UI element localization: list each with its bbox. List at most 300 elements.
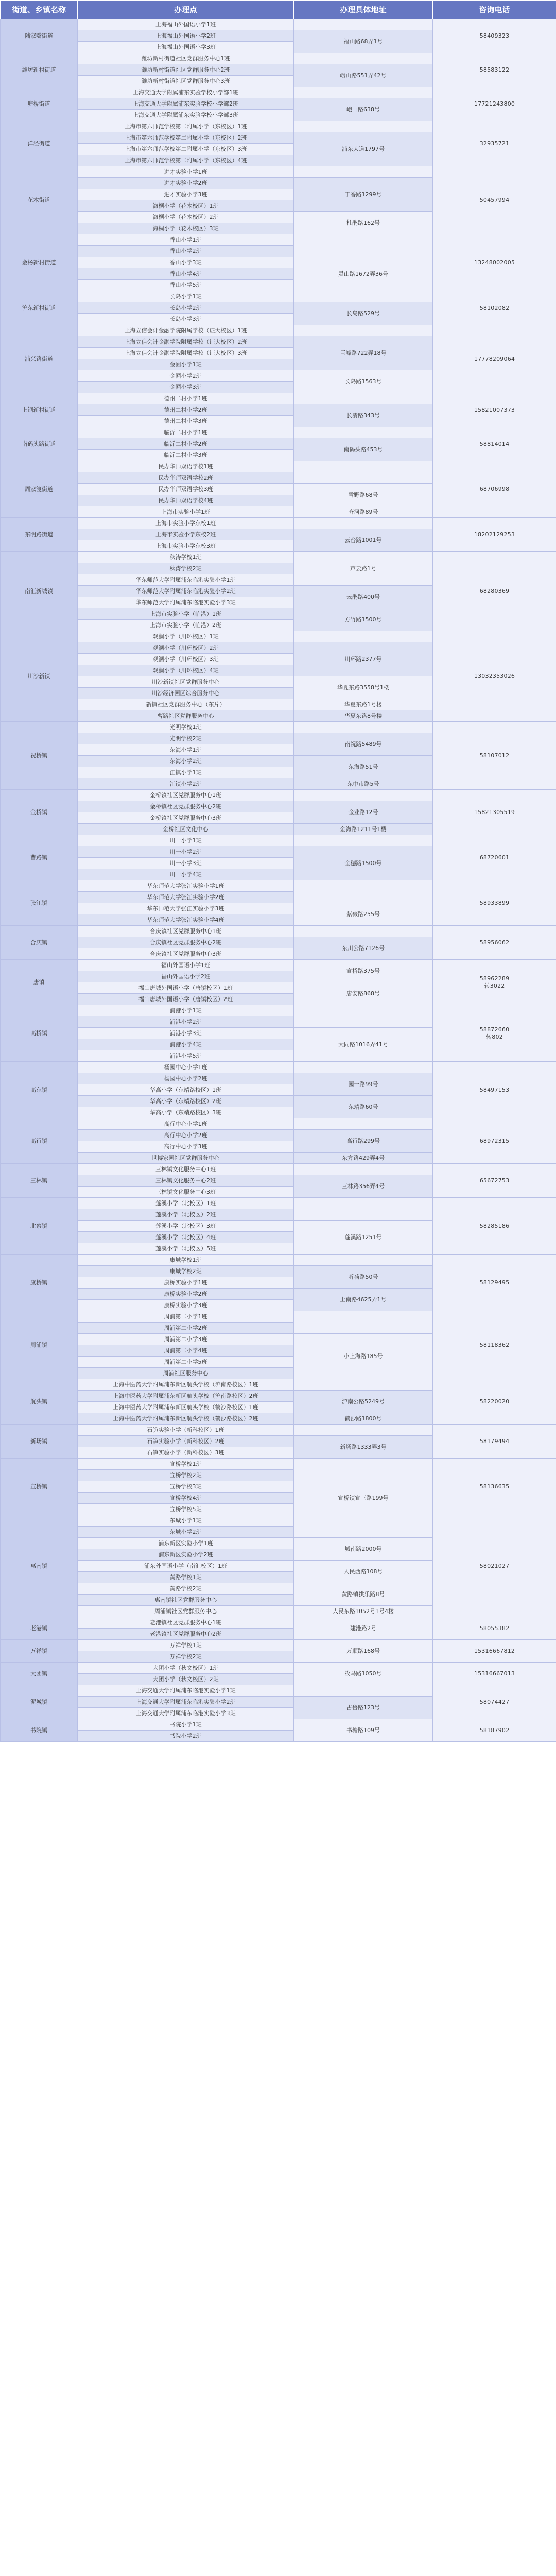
service-point-cell: 惠南镇社区党群服务中心 bbox=[78, 1595, 294, 1606]
service-point-cell: 秋涛学校2班 bbox=[78, 563, 294, 574]
service-point-cell: 上海市实验小学东校3班 bbox=[78, 540, 294, 552]
service-point-cell: 上海福山外国语小学1班 bbox=[78, 19, 294, 30]
service-point-cell: 浦东新区实验小学2班 bbox=[78, 1549, 294, 1561]
service-point-cell: 万祥学校2班 bbox=[78, 1651, 294, 1663]
service-point-cell: 观澜小学（川环校区）1班 bbox=[78, 631, 294, 642]
service-point-cell: 观澜小学（川环校区）3班 bbox=[78, 654, 294, 665]
address-cell bbox=[294, 427, 433, 438]
address-cell bbox=[294, 790, 433, 801]
address-cell: 峨山路638号 bbox=[294, 98, 433, 121]
table-row bbox=[1, 234, 556, 246]
table-row bbox=[1, 121, 556, 132]
service-point-cell: 福山外国语小学1班 bbox=[78, 960, 294, 971]
address-cell bbox=[294, 1459, 433, 1481]
table-row bbox=[1, 461, 556, 472]
street-name-cell: 北蔡镇 bbox=[1, 1198, 78, 1255]
service-point-cell: 莲溪小学（北校区）1班 bbox=[78, 1198, 294, 1209]
address-cell bbox=[294, 1198, 433, 1221]
service-point-cell: 川一小学3班 bbox=[78, 858, 294, 869]
address-cell: 南祝路5489号 bbox=[294, 733, 433, 756]
service-point-cell: 上海市实验小学东校1班 bbox=[78, 518, 294, 529]
street-name-cell: 潍坊新村街道 bbox=[1, 53, 78, 87]
service-point-cell: 华高小学（东靖路校区）3班 bbox=[78, 1107, 294, 1118]
phone-cell: 13032353026 bbox=[433, 631, 556, 722]
service-point-cell: 石笋实验小学（新科校区）1班 bbox=[78, 1425, 294, 1436]
phone-cell: 58021027 bbox=[433, 1515, 556, 1617]
address-cell: 灵山路1672弄36号 bbox=[294, 257, 433, 291]
service-point-cell: 金囿小学3班 bbox=[78, 382, 294, 393]
address-cell bbox=[294, 880, 433, 903]
phone-cell: 65672753 bbox=[433, 1164, 556, 1198]
address-cell: 华夏东路3558号1楼 bbox=[294, 676, 433, 699]
service-point-cell: 合庆镇社区党群服务中心3班 bbox=[78, 948, 294, 960]
address-cell: 云台路1001号 bbox=[294, 529, 433, 552]
service-point-cell: 老港镇社区党群服务中心2班 bbox=[78, 1629, 294, 1640]
address-cell bbox=[294, 234, 433, 257]
service-point-cell: 莲溪小学（北校区）3班 bbox=[78, 1221, 294, 1232]
address-cell: 长清路343号 bbox=[294, 404, 433, 427]
street-name-cell: 金桥镇 bbox=[1, 790, 78, 835]
service-point-cell: 临沂二村小学1班 bbox=[78, 427, 294, 438]
table-row bbox=[1, 1719, 556, 1731]
service-point-cell: 合庆镇社区党群服务中心2班 bbox=[78, 937, 294, 948]
address-cell: 东中市路5号 bbox=[294, 778, 433, 790]
street-name-cell: 南汇新城镇 bbox=[1, 552, 78, 631]
street-name-cell: 大团镇 bbox=[1, 1663, 78, 1685]
phone-cell: 58129495 bbox=[433, 1255, 556, 1311]
address-cell: 人民东路1052号1号4楼 bbox=[294, 1606, 433, 1617]
phone-cell: 58118362 bbox=[433, 1311, 556, 1379]
service-point-cell: 周浦第二小学3班 bbox=[78, 1334, 294, 1345]
service-point-cell: 潍坊新村街道社区党群服务中心1班 bbox=[78, 53, 294, 64]
address-cell: 华夏东路1号楼 bbox=[294, 699, 433, 710]
table-body bbox=[1, 19, 556, 1742]
service-point-cell: 华东师范大学附属浦东临港实验小学2班 bbox=[78, 586, 294, 597]
service-point-cell: 长岛小学3班 bbox=[78, 314, 294, 325]
service-point-cell: 海桐小学（花木校区）1班 bbox=[78, 200, 294, 212]
phone-cell: 68972315 bbox=[433, 1118, 556, 1164]
service-point-cell: 世博家园社区党群服务中心 bbox=[78, 1153, 294, 1164]
address-cell: 东海路51号 bbox=[294, 756, 433, 778]
phone-cell: 58074427 bbox=[433, 1685, 556, 1719]
service-point-cell: 上海市第六师范学校第二附属小学（东校区）3班 bbox=[78, 144, 294, 155]
address-cell: 巨峰路722弄18号 bbox=[294, 336, 433, 370]
service-point-cell: 上海市实验小学东校2班 bbox=[78, 529, 294, 540]
address-cell: 方竹路1500号 bbox=[294, 608, 433, 631]
service-point-cell: 金囿小学1班 bbox=[78, 359, 294, 370]
address-cell bbox=[294, 1685, 433, 1697]
address-cell: 峨山路551弄42号 bbox=[294, 64, 433, 87]
service-point-cell: 浦港小学4班 bbox=[78, 1039, 294, 1050]
service-point-cell: 康桥实验小学2班 bbox=[78, 1289, 294, 1300]
address-cell: 建港路2号 bbox=[294, 1617, 433, 1640]
address-cell: 金业路12号 bbox=[294, 801, 433, 824]
phone-cell: 32935721 bbox=[433, 121, 556, 166]
service-point-cell: 石笋实验小学（新科校区）3班 bbox=[78, 1447, 294, 1459]
service-point-cell: 上海市第六师范学校第二附属小学（东校区）1班 bbox=[78, 121, 294, 132]
service-point-cell: 民办华师双语学校4班 bbox=[78, 495, 294, 506]
service-point-cell: 潍坊新村街道社区党群服务中心2班 bbox=[78, 64, 294, 76]
street-name-cell: 惠南镇 bbox=[1, 1515, 78, 1617]
address-cell bbox=[294, 53, 433, 64]
address-cell: 城南路2000号 bbox=[294, 1538, 433, 1561]
service-point-cell: 上海立信会计金融学院附属学校（证大校区）3班 bbox=[78, 348, 294, 359]
service-point-cell: 周浦社区服务中心 bbox=[78, 1368, 294, 1379]
address-cell: 芦云路1号 bbox=[294, 552, 433, 586]
service-point-cell: 老港镇社区党群服务中心1班 bbox=[78, 1617, 294, 1629]
service-point-cell: 石笋实验小学（新科校区）2班 bbox=[78, 1436, 294, 1447]
address-cell: 长岛路529号 bbox=[294, 302, 433, 325]
service-point-cell: 临沂二村小学2班 bbox=[78, 438, 294, 450]
service-point-cell: 宣桥学校1班 bbox=[78, 1459, 294, 1470]
street-name-cell: 三林镇 bbox=[1, 1164, 78, 1198]
address-cell: 宣桥镇宣三路199号 bbox=[294, 1481, 433, 1515]
service-point-cell: 江镇小学2班 bbox=[78, 778, 294, 790]
street-name-cell: 东明路街道 bbox=[1, 518, 78, 552]
service-point-cell: 康城学校2班 bbox=[78, 1266, 294, 1277]
service-point-cell: 东海小学2班 bbox=[78, 756, 294, 767]
address-cell: 东靖路60号 bbox=[294, 1096, 433, 1118]
phone-cell: 15316667812 bbox=[433, 1640, 556, 1663]
service-point-cell: 上海交通大学附属浦东临港实验小学2班 bbox=[78, 1697, 294, 1708]
service-point-cell: 德州二村小学3班 bbox=[78, 416, 294, 427]
service-point-cell: 大团小学（秋文校区）2班 bbox=[78, 1674, 294, 1685]
service-point-cell: 临沂二村小学3班 bbox=[78, 450, 294, 461]
service-point-cell: 长岛小学2班 bbox=[78, 302, 294, 314]
table-row bbox=[1, 1515, 556, 1527]
address-cell bbox=[294, 1425, 433, 1436]
address-cell: 新场路1333弄3号 bbox=[294, 1436, 433, 1459]
table-row bbox=[1, 552, 556, 563]
service-point-cell: 康桥实验小学3班 bbox=[78, 1300, 294, 1311]
service-point-cell: 香山小学2班 bbox=[78, 246, 294, 257]
service-point-cell: 民办华师双语学校2班 bbox=[78, 472, 294, 484]
service-point-cell: 东城小学2班 bbox=[78, 1527, 294, 1538]
service-point-cell: 黄路学校1班 bbox=[78, 1572, 294, 1583]
address-cell: 杜鹃路162号 bbox=[294, 212, 433, 234]
phone-cell: 58409323 bbox=[433, 19, 556, 53]
service-point-cell: 进才实验小学1班 bbox=[78, 166, 294, 178]
service-point-cell: 浦港小学1班 bbox=[78, 1005, 294, 1016]
header-street: 街道、乡镇名称 bbox=[1, 1, 78, 19]
service-point-cell: 香山小学4班 bbox=[78, 268, 294, 280]
service-point-cell: 宣桥学校3班 bbox=[78, 1481, 294, 1493]
address-cell bbox=[294, 1379, 433, 1391]
address-cell bbox=[294, 1118, 433, 1130]
address-cell: 大同路1016弄41号 bbox=[294, 1028, 433, 1062]
service-point-cell: 书院小学2班 bbox=[78, 1731, 294, 1742]
address-cell: 小上海路185号 bbox=[294, 1334, 433, 1379]
phone-cell: 58872660 转802 bbox=[433, 1005, 556, 1062]
phone-cell: 58187902 bbox=[433, 1719, 556, 1742]
table-row bbox=[1, 1379, 556, 1391]
service-point-cell: 上海交通大学附属浦东实验学校小学部2班 bbox=[78, 98, 294, 110]
table-row bbox=[1, 631, 556, 642]
service-point-cell: 金桥镇社区党群服务中心1班 bbox=[78, 790, 294, 801]
service-point-cell: 潍坊新村街道社区党群服务中心3班 bbox=[78, 76, 294, 87]
table-row bbox=[1, 790, 556, 801]
address-cell: 牧马路1050号 bbox=[294, 1663, 433, 1685]
service-point-cell: 上海中医药大学附属浦东新区航头学校（鹤沙路校区）1班 bbox=[78, 1402, 294, 1413]
service-point-cell: 周浦第二小学4班 bbox=[78, 1345, 294, 1357]
address-cell: 齐河路89号 bbox=[294, 506, 433, 518]
service-point-cell: 康城学校1班 bbox=[78, 1255, 294, 1266]
service-point-cell: 莲溪小学（北校区）4班 bbox=[78, 1232, 294, 1243]
service-point-cell: 金桥镇社区党群服务中心2班 bbox=[78, 801, 294, 812]
service-point-cell: 江镇小学1班 bbox=[78, 767, 294, 778]
service-point-cell: 上海市实验小学1班 bbox=[78, 506, 294, 518]
service-point-cell: 金囿小学2班 bbox=[78, 370, 294, 382]
table-row bbox=[1, 325, 556, 336]
address-cell: 雪野路68号 bbox=[294, 484, 433, 506]
phone-cell: 17778209064 bbox=[433, 325, 556, 393]
service-point-cell: 光明学校1班 bbox=[78, 722, 294, 733]
table-row bbox=[1, 960, 556, 971]
phone-cell: 58933899 bbox=[433, 880, 556, 926]
service-point-cell: 川沙经济园区综合服务中心 bbox=[78, 688, 294, 699]
service-point-cell: 川一小学4班 bbox=[78, 869, 294, 880]
address-cell bbox=[294, 87, 433, 98]
table-header-row bbox=[1, 1, 556, 19]
street-name-cell: 周家渡街道 bbox=[1, 461, 78, 518]
service-point-cell: 金桥镇社区党群服务中心3班 bbox=[78, 812, 294, 824]
address-cell: 园一路99号 bbox=[294, 1073, 433, 1096]
service-point-cell: 德州二村小学2班 bbox=[78, 404, 294, 416]
street-name-cell: 泥城镇 bbox=[1, 1685, 78, 1719]
address-cell: 华夏东路8号楼 bbox=[294, 710, 433, 722]
address-cell: 听荷路50号 bbox=[294, 1266, 433, 1289]
service-point-cell: 宣桥学校4班 bbox=[78, 1493, 294, 1504]
phone-cell: 58497153 bbox=[433, 1062, 556, 1118]
service-point-cell: 海桐小学（花木校区）2班 bbox=[78, 212, 294, 223]
phone-cell: 15316667013 bbox=[433, 1663, 556, 1685]
service-point-cell: 三林镇文化服务中心1班 bbox=[78, 1164, 294, 1175]
service-point-cell: 福山唐城外国语小学（唐镇校区）1班 bbox=[78, 982, 294, 994]
service-point-cell: 福山外国语小学2班 bbox=[78, 971, 294, 982]
phone-cell: 58814014 bbox=[433, 427, 556, 461]
service-point-cell: 上海立信会计金融学院附属学校（证大校区）2班 bbox=[78, 336, 294, 348]
address-cell bbox=[294, 1311, 433, 1334]
address-cell: 丁香路1299号 bbox=[294, 178, 433, 212]
service-point-cell: 香山小学3班 bbox=[78, 257, 294, 268]
address-cell: 东川公路7126号 bbox=[294, 937, 433, 960]
address-cell bbox=[294, 518, 433, 529]
service-point-cell: 周浦第二小学5班 bbox=[78, 1357, 294, 1368]
address-cell: 川环路2377号 bbox=[294, 642, 433, 676]
street-name-cell: 高东镇 bbox=[1, 1062, 78, 1118]
table-row bbox=[1, 87, 556, 98]
table-row bbox=[1, 19, 556, 30]
service-point-cell: 光明学校2班 bbox=[78, 733, 294, 744]
street-name-cell: 祝桥镇 bbox=[1, 722, 78, 790]
address-cell: 云鹃路400号 bbox=[294, 586, 433, 608]
address-cell bbox=[294, 631, 433, 642]
service-point-cell: 上海市第六师范学校第二附属小学（东校区）4班 bbox=[78, 155, 294, 166]
table-row bbox=[1, 1663, 556, 1674]
service-point-cell: 海桐小学（花木校区）3班 bbox=[78, 223, 294, 234]
service-point-cell: 高行中心小学2班 bbox=[78, 1130, 294, 1141]
address-cell bbox=[294, 325, 433, 336]
table-row bbox=[1, 1198, 556, 1209]
service-point-cell: 川沙新镇社区党群服务中心 bbox=[78, 676, 294, 688]
address-cell: 沪南公路5249号 bbox=[294, 1391, 433, 1413]
phone-cell: 13248002005 bbox=[433, 234, 556, 291]
service-point-cell: 周浦第二小学1班 bbox=[78, 1311, 294, 1323]
address-cell: 金穗路1500号 bbox=[294, 846, 433, 880]
address-cell bbox=[294, 926, 433, 937]
table-row bbox=[1, 1062, 556, 1073]
phone-cell: 18202129253 bbox=[433, 518, 556, 552]
table-row bbox=[1, 835, 556, 846]
service-point-cell: 大团小学（秋文校区）1班 bbox=[78, 1663, 294, 1674]
address-cell: 书塘路109号 bbox=[294, 1719, 433, 1742]
street-name-cell: 曹路镇 bbox=[1, 835, 78, 880]
service-point-cell: 民办华师双语学校1班 bbox=[78, 461, 294, 472]
table-row bbox=[1, 1164, 556, 1175]
table-row bbox=[1, 427, 556, 438]
service-point-cell: 三林镇文化服务中心2班 bbox=[78, 1175, 294, 1187]
service-point-cell: 宣桥学校2班 bbox=[78, 1470, 294, 1481]
street-name-cell: 浦兴路街道 bbox=[1, 325, 78, 393]
service-point-cell: 书院小学1班 bbox=[78, 1719, 294, 1731]
service-point-cell: 周浦第二小学2班 bbox=[78, 1323, 294, 1334]
street-name-cell: 南码头路街道 bbox=[1, 427, 78, 461]
phone-cell: 15821305519 bbox=[433, 790, 556, 835]
service-point-cell: 浦东外国语小学（南汇校区）1班 bbox=[78, 1561, 294, 1572]
table-row bbox=[1, 722, 556, 733]
address-cell bbox=[294, 1164, 433, 1175]
service-point-cell: 上海中医药大学附属浦东新区航头学校（沪南路校区）1班 bbox=[78, 1379, 294, 1391]
address-cell bbox=[294, 19, 433, 30]
phone-cell: 58107012 bbox=[433, 722, 556, 790]
table-row bbox=[1, 393, 556, 404]
street-name-cell: 张江镇 bbox=[1, 880, 78, 926]
address-cell: 福山路68弄1号 bbox=[294, 30, 433, 53]
service-point-cell: 黄路学校2班 bbox=[78, 1583, 294, 1595]
address-cell bbox=[294, 166, 433, 178]
phone-cell: 58285186 bbox=[433, 1198, 556, 1255]
street-name-cell: 老港镇 bbox=[1, 1617, 78, 1640]
service-point-cell: 高行中心小学3班 bbox=[78, 1141, 294, 1153]
service-point-cell: 德州二村小学1班 bbox=[78, 393, 294, 404]
service-point-cell: 观澜小学（川环校区）2班 bbox=[78, 642, 294, 654]
service-point-cell: 康桥实验小学1班 bbox=[78, 1277, 294, 1289]
address-cell: 高行路299号 bbox=[294, 1130, 433, 1153]
address-cell: 万顺路168号 bbox=[294, 1640, 433, 1663]
service-point-cell: 华东师范大学张江实验小学3班 bbox=[78, 903, 294, 914]
service-point-cell: 上海立信会计金融学院附属学校（证大校区）1班 bbox=[78, 325, 294, 336]
address-cell: 长岛路1563号 bbox=[294, 370, 433, 393]
phone-cell: 68280369 bbox=[433, 552, 556, 631]
address-cell: 人民西路108号 bbox=[294, 1561, 433, 1583]
table-row bbox=[1, 291, 556, 302]
table-row bbox=[1, 166, 556, 178]
service-point-cell: 新镇社区党群服务中心（东片） bbox=[78, 699, 294, 710]
service-point-cell: 上海福山外国语小学2班 bbox=[78, 30, 294, 42]
address-cell bbox=[294, 461, 433, 484]
service-point-cell: 进才实验小学2班 bbox=[78, 178, 294, 189]
phone-cell: 58179494 bbox=[433, 1425, 556, 1459]
street-name-cell: 高行镇 bbox=[1, 1118, 78, 1164]
service-point-cell: 上海市实验小学（临港）1班 bbox=[78, 608, 294, 620]
table-row bbox=[1, 1005, 556, 1016]
address-cell: 上南路4625弄1号 bbox=[294, 1289, 433, 1311]
street-name-cell: 陆家嘴街道 bbox=[1, 19, 78, 53]
street-name-cell: 书院镇 bbox=[1, 1719, 78, 1742]
service-point-cell: 曹路社区党群服务中心 bbox=[78, 710, 294, 722]
service-point-cell: 上海中医药大学附属浦东新区航头学校（沪南路校区）2班 bbox=[78, 1391, 294, 1402]
service-point-cell: 上海交通大学附属浦东实验学校小学部3班 bbox=[78, 110, 294, 121]
address-cell: 鹤沙路1800号 bbox=[294, 1413, 433, 1425]
table-row bbox=[1, 1617, 556, 1629]
table-row bbox=[1, 1459, 556, 1470]
service-point-cell: 华高小学（东靖路校区）2班 bbox=[78, 1096, 294, 1107]
service-point-cell: 上海交通大学附属浦东临港实验小学3班 bbox=[78, 1708, 294, 1719]
street-name-cell: 上钢新村街道 bbox=[1, 393, 78, 427]
street-name-cell: 康桥镇 bbox=[1, 1255, 78, 1311]
service-point-cell: 东海小学1班 bbox=[78, 744, 294, 756]
table-row bbox=[1, 880, 556, 892]
service-point-cell: 川一小学1班 bbox=[78, 835, 294, 846]
service-point-cell: 浦东新区实验小学1班 bbox=[78, 1538, 294, 1549]
address-cell bbox=[294, 835, 433, 846]
service-point-cell: 莲溪小学（北校区）2班 bbox=[78, 1209, 294, 1221]
service-point-cell: 华东师范大学张江实验小学2班 bbox=[78, 892, 294, 903]
service-point-cell: 浦港小学5班 bbox=[78, 1050, 294, 1062]
address-cell: 唐安路868号 bbox=[294, 982, 433, 1005]
address-cell: 浦东大道1797号 bbox=[294, 132, 433, 166]
service-point-cell: 上海中医药大学附属浦东新区航头学校（鹤沙路校区）2班 bbox=[78, 1413, 294, 1425]
service-point-cell: 福山唐城外国语小学（唐镇校区）2班 bbox=[78, 994, 294, 1005]
address-cell bbox=[294, 1062, 433, 1073]
address-cell: 金海路1211号1楼 bbox=[294, 824, 433, 835]
phone-cell: 50457994 bbox=[433, 166, 556, 234]
phone-cell: 15821007373 bbox=[433, 393, 556, 427]
header-phone: 咨询电话 bbox=[433, 1, 556, 19]
address-cell: 紫薇路255号 bbox=[294, 903, 433, 926]
address-cell: 黄路镇拱乐路8号 bbox=[294, 1583, 433, 1606]
street-name-cell: 金杨新村街道 bbox=[1, 234, 78, 291]
table-row bbox=[1, 518, 556, 529]
street-name-cell: 周浦镇 bbox=[1, 1311, 78, 1379]
table-row bbox=[1, 1640, 556, 1651]
service-point-cell: 杨园中心小学2班 bbox=[78, 1073, 294, 1084]
service-point-cell: 莲溪小学（北校区）5班 bbox=[78, 1243, 294, 1255]
phone-cell: 58956062 bbox=[433, 926, 556, 960]
table-row bbox=[1, 1311, 556, 1323]
phone-cell: 58962289 转3022 bbox=[433, 960, 556, 1005]
phone-cell: 58583122 bbox=[433, 53, 556, 87]
phone-cell: 17721243800 bbox=[433, 87, 556, 121]
street-name-cell: 高桥镇 bbox=[1, 1005, 78, 1062]
service-point-cell: 上海市第六师范学校第二附属小学（东校区）2班 bbox=[78, 132, 294, 144]
service-point-cell: 杨园中心小学1班 bbox=[78, 1062, 294, 1073]
street-name-cell: 万祥镇 bbox=[1, 1640, 78, 1663]
header-site: 办理点 bbox=[78, 1, 294, 19]
address-cell bbox=[294, 1005, 433, 1028]
service-point-cell: 华东师范大学附属浦东临港实验小学1班 bbox=[78, 574, 294, 586]
phone-cell: 58136635 bbox=[433, 1459, 556, 1515]
address-cell bbox=[294, 1515, 433, 1538]
service-point-cell: 上海交通大学附属浦东实验学校小学部1班 bbox=[78, 87, 294, 98]
phone-cell: 68720601 bbox=[433, 835, 556, 880]
service-point-cell: 长岛小学1班 bbox=[78, 291, 294, 302]
address-cell: 南码头路453号 bbox=[294, 438, 433, 461]
phone-cell: 68706998 bbox=[433, 461, 556, 518]
street-name-cell: 川沙新镇 bbox=[1, 631, 78, 722]
service-point-cell: 华东师范大学张江实验小学4班 bbox=[78, 914, 294, 926]
street-name-cell: 唐镇 bbox=[1, 960, 78, 1005]
